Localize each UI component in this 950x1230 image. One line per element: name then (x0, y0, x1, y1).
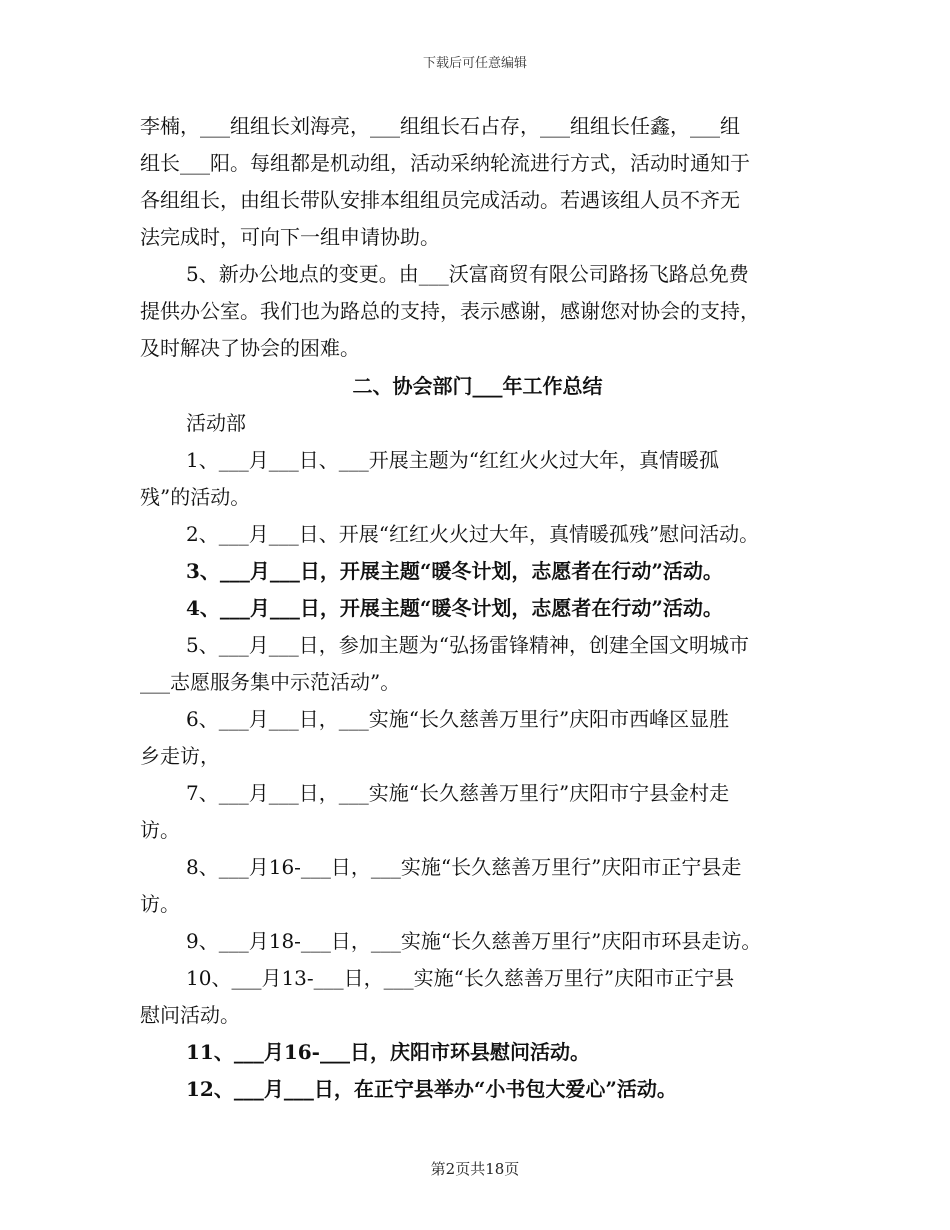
list-item-continuation: 乡走访， (140, 744, 220, 768)
list-item: 6、___月___日，___实施“长久慈善万里行”庆阳市西峰区显胜 (186, 707, 730, 731)
paragraph-line: 提供办公室。我们也为路总的支持，表示感谢，感谢您对协会的支持， (140, 299, 760, 323)
list-item-continuation: 访。 (140, 892, 180, 916)
document-body (140, 108, 815, 1108)
paragraph-line: 组长___阳。每组都是机动组，活动采纳轮流进行方式，活动时通知于 (140, 151, 750, 175)
list-item-continuation: 残”的活动。 (140, 485, 251, 509)
list-item: 1、___月___日、___开展主题为“红红火火过大年，真情暖孤 (186, 448, 719, 472)
list-item: 8、___月16-___日，___实施“长久慈善万里行”庆阳市正宁县走 (186, 855, 742, 879)
list-item: 11、___月16-___日，庆阳市环县慰问活动。 (186, 1040, 590, 1064)
paragraph-line: 及时解决了协会的困难。 (140, 336, 360, 360)
list-item: 9、___月18-___日，___实施“长久慈善万里行”庆阳市环县走访。 (186, 929, 762, 953)
list-item: 2、___月___日、开展“红红火火过大年，真情暖孤残”慰问活动。 (186, 522, 760, 546)
paragraph-line: 各组组长，由组长带队安排本组组员完成活动。若遇该组人员不齐无 (140, 188, 740, 212)
paragraph-line: 法完成时，可向下一组申请协助。 (140, 225, 440, 249)
subsection-label: 活动部 (186, 411, 246, 435)
list-item: 5、___月___日，参加主题为“弘扬雷锋精神，创建全国文明城市 (186, 633, 749, 657)
list-item: 10、___月13-___日，___实施“长久慈善万里行”庆阳市正宁县 (186, 966, 735, 990)
section-heading: 二、协会部门___年工作总结 (352, 374, 603, 398)
list-item: 12、___月___日，在正宁县举办“小书包大爱心”活动。 (186, 1077, 677, 1101)
paragraph-line: 5、新办公地点的变更。由___沃富商贸有限公司路扬飞路总免费 (186, 262, 749, 286)
list-item: 3、___月___日，开展主题“暖冬计划，志愿者在行动”活动。 (186, 559, 723, 583)
list-item: 7、___月___日，___实施“长久慈善万里行”庆阳市宁县金村走 (186, 781, 730, 805)
list-item-continuation: 慰问活动。 (140, 1003, 240, 1027)
list-item: 4、___月___日，开展主题“暖冬计划，志愿者在行动”活动。 (186, 596, 723, 620)
list-item-continuation: ___志愿服务集中示范活动”。 (140, 670, 401, 694)
list-item-continuation: 访。 (140, 818, 180, 842)
page-footer: 第2页共18页 (430, 1160, 520, 1178)
paragraph-line: 李楠，___组组长刘海亮，___组组长石占存，___组组长任鑫，___组 (140, 114, 740, 138)
page-header: 下载后可任意编辑 (422, 56, 527, 71)
